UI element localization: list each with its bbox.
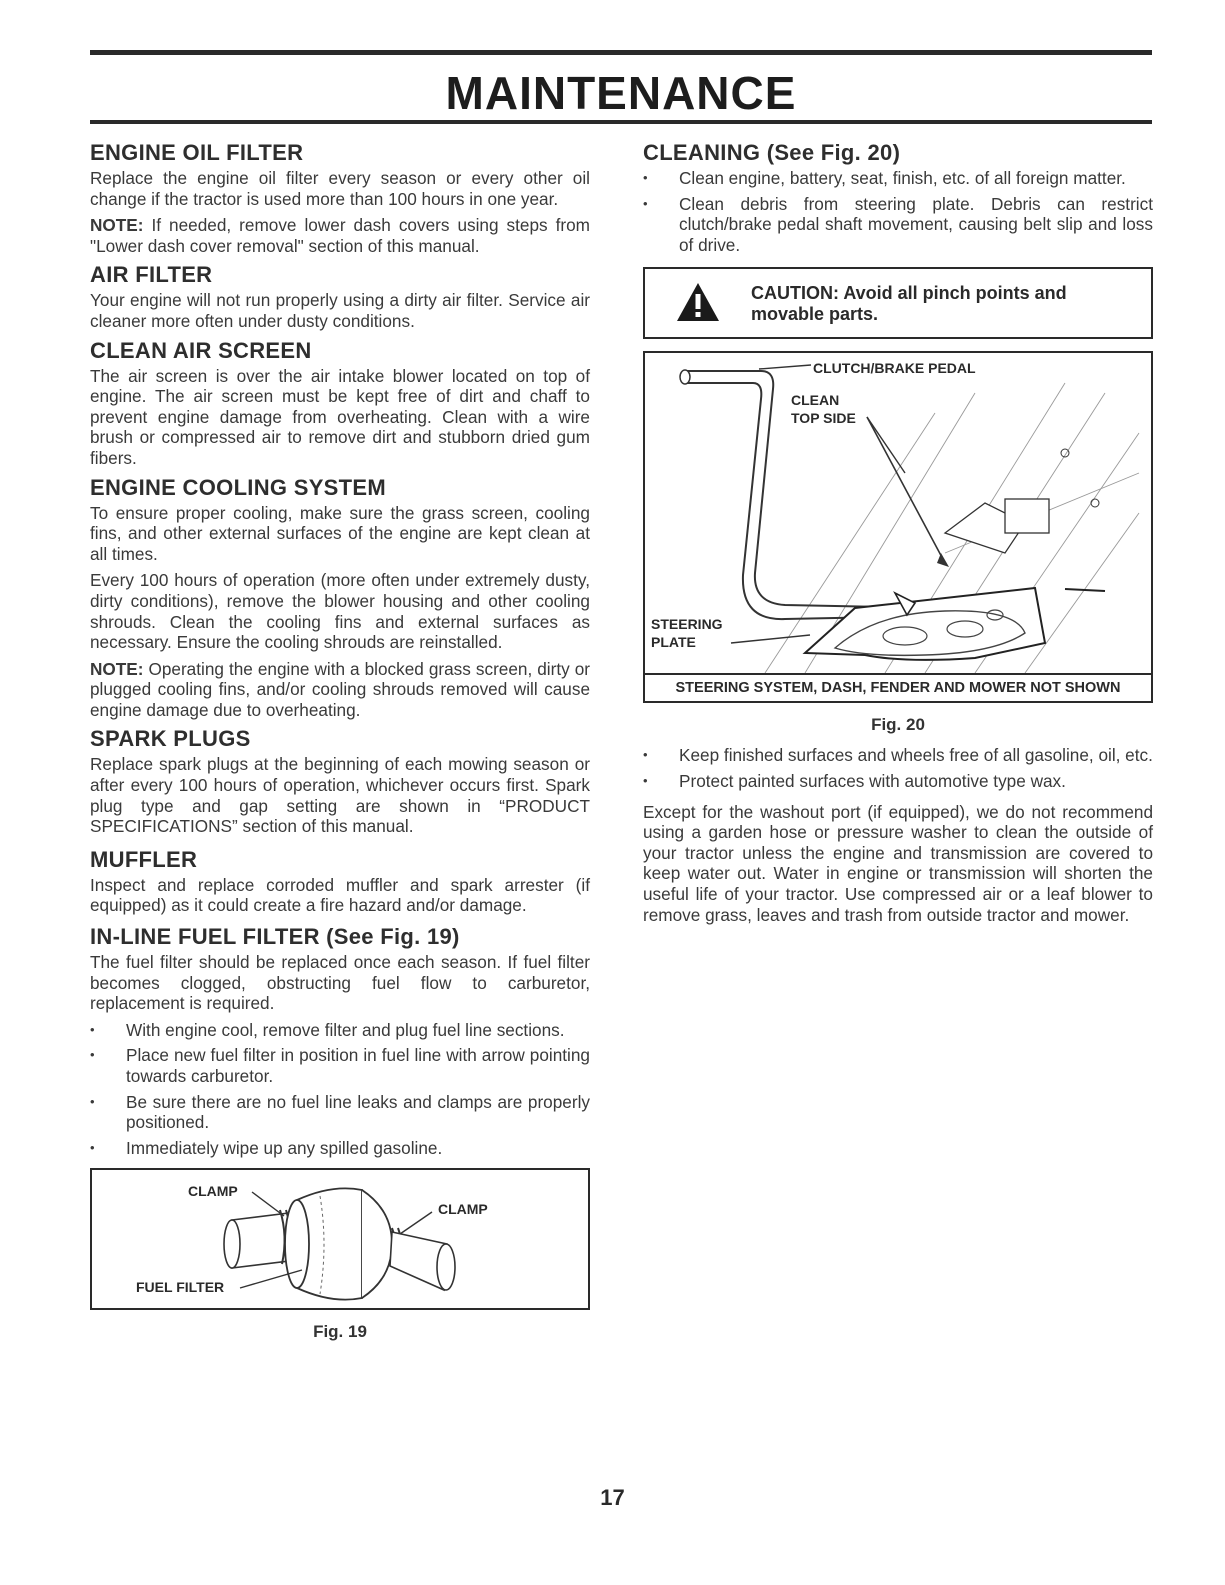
section-fuel-filter bbox=[90, 924, 590, 1158]
air-filter-body: Your engine will not run properly using a dirty air filter. Service air cleaner more often under dusty conditions. bbox=[90, 290, 590, 331]
steering-plate-illustration bbox=[645, 353, 1141, 673]
figure-20 bbox=[643, 351, 1153, 703]
fig20-caption: Fig. 20 bbox=[871, 715, 925, 735]
caution-line-2: movable parts. bbox=[751, 304, 879, 325]
section-spark-plugs bbox=[90, 726, 590, 836]
fig20-label-pedal: CLUTCH/BRAKE PEDAL bbox=[813, 360, 976, 377]
caution-line-1: CAUTION: Avoid all pinch points and bbox=[751, 283, 1067, 304]
page-number: 17 bbox=[600, 1485, 625, 1510]
heading-engine-oil-filter: ENGINE OIL FILTER bbox=[90, 140, 304, 165]
section-muffler bbox=[90, 847, 590, 916]
fuel-filter-illustration bbox=[92, 1170, 588, 1308]
fig20-label-top-side: TOP SIDE bbox=[791, 410, 856, 427]
cooling-note bbox=[90, 659, 590, 721]
section-air-filter bbox=[90, 262, 590, 331]
fig19-caption: Fig. 19 bbox=[313, 1322, 367, 1342]
oil-filter-note bbox=[90, 215, 590, 256]
cleaning-bullets-2 bbox=[643, 745, 1153, 791]
note-label: NOTE: bbox=[90, 215, 144, 236]
heading-cleaning: CLEANING (See Fig. 20) bbox=[643, 140, 901, 165]
list-item: • Immediately wipe up any spilled gasoline. bbox=[90, 1138, 590, 1159]
warning-triangle-icon bbox=[675, 281, 721, 323]
section-clean-air-screen bbox=[90, 338, 590, 469]
fig20-label-plate: PLATE bbox=[651, 634, 696, 651]
spark-body: Replace spark plugs at the beginning of each mowing season or after every 100 hours of operation, whichever occurs first. Spark plug type and gap setting are shown in “PRODUCT SPECIFICATIONS” section of this manual. bbox=[90, 754, 590, 837]
heading-engine-cooling: ENGINE COOLING SYSTEM bbox=[90, 474, 386, 500]
list-item: • Keep finished surfaces and wheels free of all gasoline, oil, etc. bbox=[643, 745, 1153, 766]
list-item: • Clean debris from steering plate. Debris can restrict clutch/brake pedal shaft movement, causing belt slip and loss of drive. bbox=[643, 194, 1153, 256]
heading-clean-air-screen: CLEAN AIR SCREEN bbox=[90, 337, 312, 363]
list-item: • Place new fuel filter in position in fuel line with arrow pointing towards carburetor. bbox=[90, 1045, 590, 1086]
top-rule bbox=[90, 50, 1152, 55]
heading-spark-plugs: SPARK PLUGS bbox=[90, 726, 251, 752]
heading-fuel-filter: IN-LINE FUEL FILTER (See Fig. 19) bbox=[90, 924, 460, 950]
list-item: • With engine cool, remove filter and plug fuel line sections. bbox=[90, 1020, 590, 1041]
fig19-label-clamp-left: CLAMP bbox=[188, 1183, 238, 1200]
fig19-label-clamp-right: CLAMP bbox=[438, 1201, 488, 1218]
cooling-note-text: Operating the engine with a blocked grass screen, dirty or plugged cooling fins, and/or cooling shrouds removed will cause engine damage due to overheating. bbox=[90, 658, 590, 720]
cleaning-closing: Except for the washout port (if equipped), we do not recommend using a garden hose or pressure washer to clean the outside of your tractor unless the engine and transmission are covered to keep water out. Water in engine or transmission will shorten the useful life of your tractor. Use compressed air or a leaf blower to remove grass, leaves and trash from outside tractor and mower. bbox=[643, 801, 1153, 925]
fig19-label-fuel-filter: FUEL FILTER bbox=[136, 1279, 225, 1296]
cooling-body-1: To ensure proper cooling, make sure the grass screen, cooling fins, and other external surfaces of the engine are kept clean at all times. bbox=[90, 502, 590, 564]
muffler-body: Inspect and replace corroded muffler and spark arrester (if equipped) as it could create a fire hazard and/or damage. bbox=[90, 874, 590, 916]
section-engine-oil-filter bbox=[90, 140, 590, 256]
caution-text bbox=[751, 283, 1067, 325]
cooling-body-2: Every 100 hours of operation (more often under extremely dusty, dirty conditions), remove the blower housing and other cooling shrouds. Clean the cooling fins and external surfaces as necessary. Ensure the cooling shrouds are reinstalled. bbox=[90, 570, 590, 653]
list-item: • Be sure there are no fuel line leaks and clamps are properly positioned. bbox=[90, 1092, 590, 1133]
list-item: • Protect painted surfaces with automotive type wax. bbox=[643, 771, 1153, 792]
oil-filter-note-text: If needed, remove lower dash covers using steps from "Lower dash cover removal" section of this manual. bbox=[90, 215, 590, 256]
oil-filter-body: Replace the engine oil filter every season or every other oil change if the tractor is used more than 100 hours in one year. bbox=[90, 168, 590, 209]
fig20-label-steering: STEERING bbox=[651, 616, 723, 633]
fig20-label-clean: CLEAN bbox=[791, 392, 840, 409]
list-item: • Clean engine, battery, seat, finish, etc. of all foreign matter. bbox=[643, 168, 1153, 189]
fuel-body: The fuel filter should be replaced once each season. If fuel filter becomes clogged, obstructing fuel flow to carburetor, replacement is required. bbox=[90, 952, 590, 1014]
air-screen-body: The air screen is over the air intake blower located on top of engine. The air screen must be kept free of dirt and chaff to prevent engine damage from overheating. Clean with a wire brush or compressed air to remove dirt and stubborn dried gum fibers. bbox=[90, 365, 590, 468]
section-engine-cooling bbox=[90, 475, 590, 721]
heading-muffler: MUFFLER bbox=[90, 846, 198, 872]
note-label: NOTE: bbox=[90, 658, 144, 679]
fig20-band-text: STEERING SYSTEM, DASH, FENDER AND MOWER NOT SHOWN bbox=[645, 673, 1151, 701]
page-title: MAINTENANCE bbox=[445, 67, 797, 119]
left-column bbox=[90, 140, 590, 1342]
right-column bbox=[643, 140, 1153, 931]
cleaning-bullets bbox=[643, 168, 1153, 255]
title-rule bbox=[90, 120, 1152, 124]
figure-19 bbox=[90, 1168, 590, 1310]
fuel-bullets bbox=[90, 1020, 590, 1159]
caution-box bbox=[643, 267, 1153, 339]
heading-air-filter: AIR FILTER bbox=[90, 262, 213, 288]
